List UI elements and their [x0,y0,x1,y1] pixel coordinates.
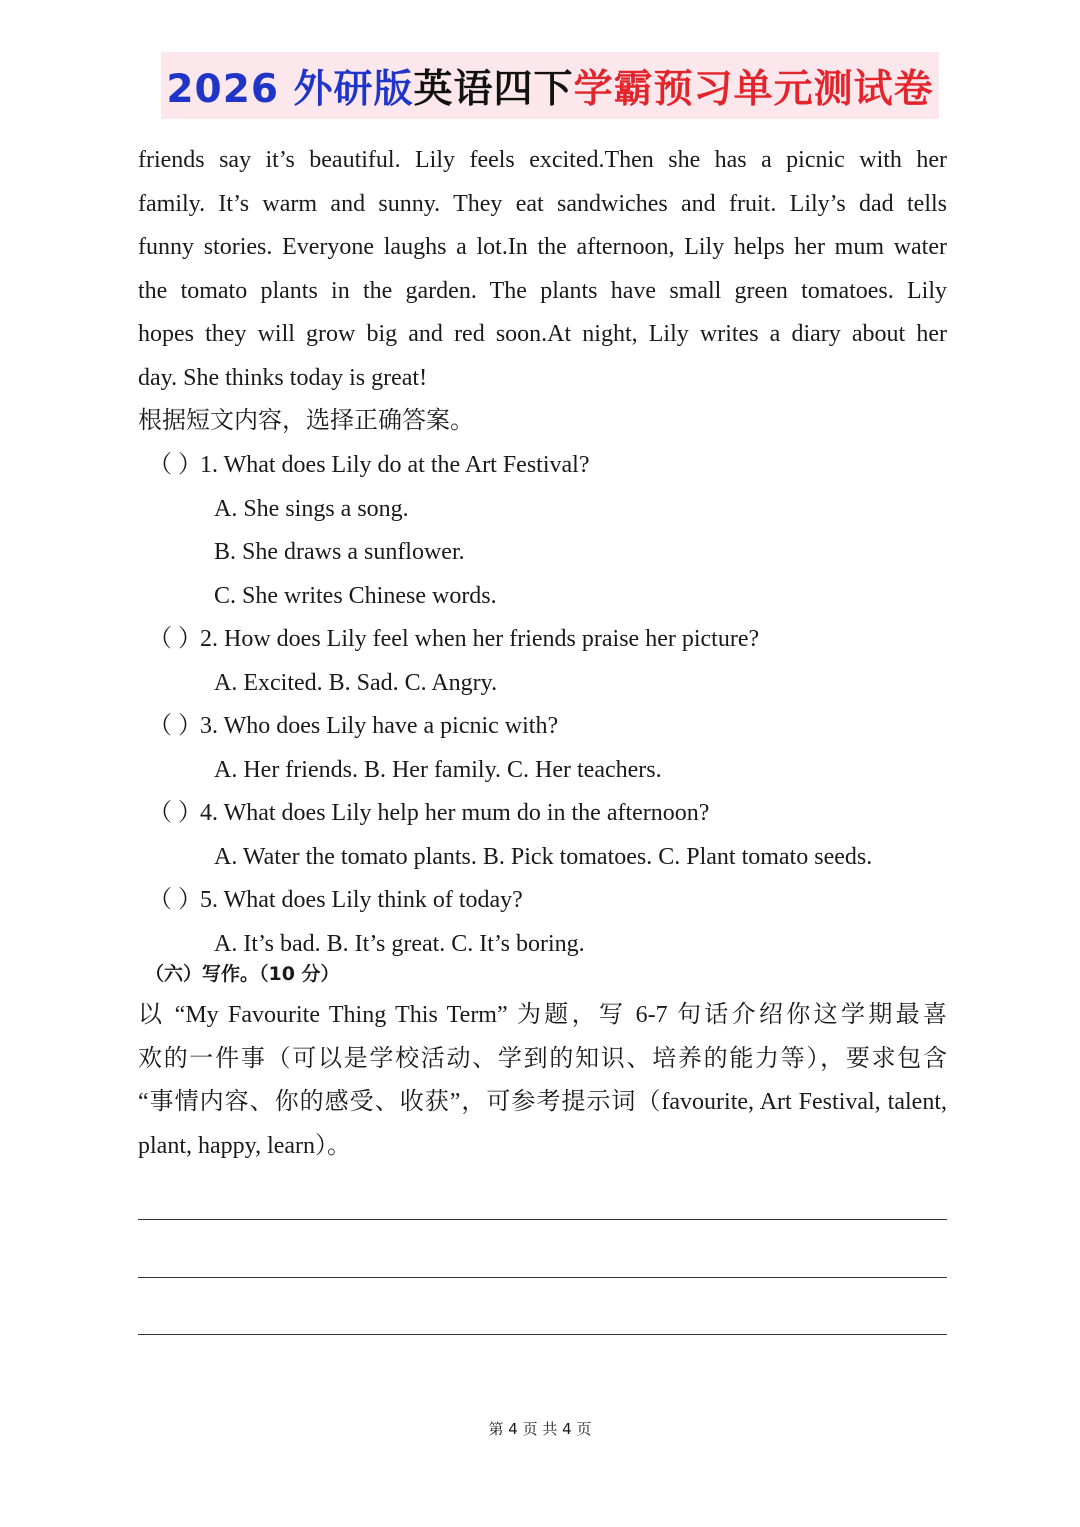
question-option: A. Her friends. B. Her family. C. Her teachers. [214,757,662,783]
writing-answer-line[interactable] [138,1277,947,1278]
header-title-subject: 英语四下 [413,66,574,112]
header-title-series: 学霸预习单元测试卷 [573,66,934,112]
writing-answer-line[interactable] [138,1334,947,1335]
question-1 [148,450,589,480]
answer-blank[interactable]: （ ） [148,713,202,739]
answer-blank[interactable]: （ ） [148,626,202,652]
question-option: C. She writes Chinese words. [214,583,497,609]
passage-line: funny stories. Everyone laughs a lot.In the afternoon, Lily helps her mum water [138,234,947,260]
question-4 [148,798,709,828]
writing-prompt-line: 以 “My Favourite Thing This Term” 为题，写 6-7 句话介绍你这学期最喜 [138,1002,947,1028]
writing-prompt-line: plant, happy, learn）。 [138,1133,352,1159]
question-option: A. It’s bad. B. It’s great. C. It’s boring. [214,931,585,957]
question-text: 5. What does Lily think of today? [200,887,523,913]
writing-answer-line[interactable] [138,1219,947,1220]
writing-section-heading: （六）写作。（10 分） [145,963,340,985]
question-3 [148,711,558,741]
question-5 [148,885,523,915]
question-option: A. Water the tomato plants. B. Pick tomatoes. C. Plant tomato seeds. [214,844,873,870]
question-text: 3. Who does Lily have a picnic with? [200,713,559,739]
answer-blank[interactable]: （ ） [148,800,202,826]
question-option: A. Excited. B. Sad. C. Angry. [214,670,498,696]
page-footer: 第 4 页 共 4 页 [488,1420,592,1438]
question-option: A. She sings a song. [214,496,409,522]
question-text: 1. What does Lily do at the Art Festival? [200,452,590,478]
passage-line: the tomato plants in the garden. The plants have small green tomatoes. Lily [138,278,947,304]
passage-line: hopes they will grow big and red soon.At night, Lily writes a diary about her [138,321,947,347]
writing-prompt-line: 欢的一件事（可以是学校活动、学到的知识、培养的能力等），要求包含 [138,1046,947,1072]
question-text: 4. What does Lily help her mum do in the afternoon? [200,800,710,826]
answer-blank[interactable]: （ ） [148,452,202,478]
question-2 [148,624,759,654]
header-title-year-edition: 2026 外研版 [166,66,414,112]
answer-blank[interactable]: （ ） [148,887,202,913]
header-banner [161,52,939,119]
passage-line: day. She thinks today is great! [138,365,428,391]
passage-line: family. It’s warm and sunny. They eat sandwiches and fruit. Lily’s dad tells [138,191,947,217]
writing-prompt-line: “事情内容、你的感受、收获”，可参考提示词（favourite, Art Festival, talent, [138,1089,947,1115]
passage-line: friends say it’s beautiful. Lily feels excited.Then she has a picnic with her [138,147,947,173]
question-text: 2. How does Lily feel when her friends praise her picture? [200,626,760,652]
question-instruction: 根据短文内容，选择正确答案。 [138,408,474,434]
question-option: B. She draws a sunflower. [214,539,465,565]
